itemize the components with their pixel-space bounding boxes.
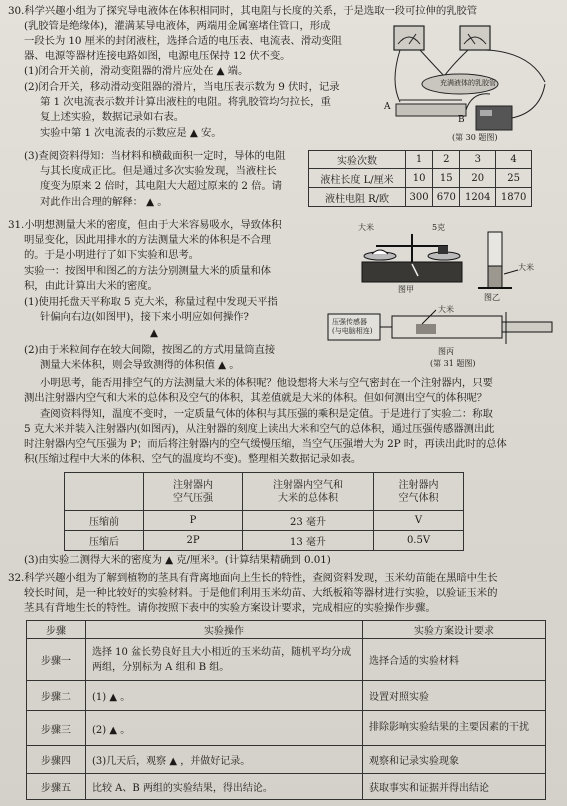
pressure-sensor-label: 压强传感器 (与电脑相连)	[332, 318, 373, 335]
q32-steps-table	[26, 620, 546, 800]
table-cell: 15	[433, 169, 460, 188]
table-header: 注射器内空气和 大米的总体积	[243, 473, 374, 511]
table-cell: 20	[460, 169, 496, 188]
table-header: 步骤	[27, 621, 86, 639]
tube-label: 充满液体的乳胶管	[440, 79, 496, 87]
table-cell: 10	[406, 169, 433, 188]
cylinder-figure	[474, 226, 554, 302]
circuit-figure	[380, 22, 558, 142]
q32-line-2: 较长时间，是一种比较好的实验材料。于是他们利用玉米幼苗、大纸板箱等器材进行实验，以验证玉米的	[24, 587, 498, 599]
table-header: 注射器内 空气压强	[144, 473, 243, 511]
q31-line-2: 明显变化，因此用排水的方法测量大米的体积是不合理	[24, 234, 271, 246]
table-cell: 步骤一	[27, 639, 86, 681]
q31-line-10: 测量大米体积，则会导致测得的体积值 ▲ 。	[40, 359, 240, 371]
table-cell: (1) ▲ 。	[86, 681, 363, 711]
balance-figure	[352, 218, 470, 294]
table-row	[309, 151, 532, 169]
q31-line-9: (2)由于米粒间存在较大间隙，按图乙的方式用量筒直接	[24, 344, 276, 356]
table-cell: 670	[433, 188, 460, 207]
table-cell: 步骤五	[27, 773, 86, 799]
q31-line-13: 查阅资料得知，温度不变时，一定质量气体的体积与其压强的乘积是定值。于是进行了实验二：称取	[40, 408, 493, 420]
table-row	[65, 511, 464, 531]
table-cell: 压缩前	[65, 511, 144, 531]
table-header: 实验方案设计要求	[363, 621, 546, 639]
table-header: 注射器内 空气体积	[374, 473, 464, 511]
table-cell: (3)几天后，观察 ▲ ，并做好记录。	[86, 745, 363, 773]
table-cell: 选择合适的实验材料	[363, 639, 546, 681]
table-cell: 13 毫升	[243, 531, 374, 551]
table-header: 4	[496, 151, 532, 169]
q30-line-10: (3)查阅资料得知：当材料和横截面积一定时，导体的电阻	[24, 150, 286, 162]
table-header: 3	[460, 151, 496, 169]
table-header	[65, 473, 144, 511]
table-row	[27, 621, 546, 639]
q30-line-7: 第 1 次电流表示数并计算出液柱的电阻。将乳胶管均匀拉长，重	[40, 96, 331, 108]
table-row	[65, 473, 464, 511]
table-cell: 1204	[460, 188, 496, 207]
point-b-label: B	[458, 115, 465, 125]
table-row	[27, 773, 546, 799]
table-cell: 排除影响实验结果的主要因素的干扰	[363, 711, 546, 745]
q30-data-table	[308, 150, 532, 207]
q30-line-11: 与其长度成正比。但是通过多次实验发现，当液柱长	[40, 165, 277, 177]
table-cell: 设置对照实验	[363, 681, 546, 711]
q31-line-14: 5 克大米并装入注射器内(如图丙)，从注射器的刻度上读出大米和空气的总体积，通过压强传感器测出此	[24, 423, 495, 435]
q31-line-12: 测出注射器内空气和大米的总体积及空气的体积，其差值就是大米的体积。但如何测出空气的体积呢？	[24, 392, 488, 404]
q30-line-3: 一段长为 10 厘米的封闭液柱，选择合适的电压表、电流表、滑动变阻	[24, 35, 342, 47]
table-header: 2	[433, 151, 460, 169]
rice-label-bing: 大米	[438, 305, 454, 314]
q31-figure-caption: (第 31 题图)	[430, 359, 476, 368]
table-row	[27, 681, 546, 711]
q31-part-3: (3)由实验二测得大米的密度为 ▲ 克/厘米³。(计算结果精确到 0.01)	[24, 554, 331, 566]
q31-line-11: 小明思考，能否用排空气的方法测量大米的体积呢？他设想将大米与空气密封在一个注射器内，只要	[40, 377, 493, 389]
table-header: 1	[406, 151, 433, 169]
q31-line-5: 积，由此计算出大米的密度。	[24, 280, 158, 292]
table-row	[27, 745, 546, 773]
table-cell: 液柱长度 L/厘米	[309, 169, 406, 188]
q31-line-4: 实验一：按图甲和图乙的方法分别测量大米的质量和体	[24, 265, 271, 277]
q31-line-15: 时注射器内空气压强为 P；而后将注射器内的空气缓慢压缩，当空气压强增大为 2P 时，再读出此时的总体	[24, 438, 507, 450]
q30-line-1: 30.科学兴趣小组为了探究导电液体在体积相同时，其电阻与长度的关系，于是选取一段可拉伸的乳胶管	[8, 5, 478, 17]
table-row	[309, 188, 532, 207]
table-cell: 选择 10 盆长势良好且大小相近的玉米幼苗，随机平均分成两组，分别标为 A 组和 B 组。	[86, 639, 363, 681]
cylinder-diagram	[474, 226, 554, 302]
table-cell: V	[374, 511, 464, 531]
q30-line-12: 度变为原来 2 倍时，其电阻大大超过原来的 2 倍。请	[40, 180, 282, 192]
table-row	[65, 531, 464, 551]
q31-line-16: 积(压缩过程中大米的体积、空气的温度均不变)。整理相关数据记录如表。	[24, 453, 362, 465]
table-cell: 0.5V	[374, 531, 464, 551]
table-row	[309, 169, 532, 188]
figure-jia-label: 图甲	[398, 285, 414, 294]
rice-label-yi: 大米	[518, 263, 534, 272]
q30-line-4: 器、电源等器材连接电路如图，电源电压保持 12 伏不变。	[24, 50, 291, 62]
q31-line-6: (1)使用托盘天平称取 5 克大米，称量过程中发现天平指	[24, 296, 278, 308]
q30-line-5: (1)闭合开关前，滑动变阻器的滑片应处在 ▲ 端。	[24, 65, 249, 77]
q31-line-8: ▲	[150, 327, 158, 339]
table-cell: 2P	[144, 531, 243, 551]
table-cell: 观察和记录实验现象	[363, 745, 546, 773]
table-cell: 25	[496, 169, 532, 188]
figure-yi-label: 图乙	[484, 293, 500, 302]
syringe-figure	[326, 304, 558, 370]
table-cell: 步骤二	[27, 681, 86, 711]
rice-label-jia: 大米	[358, 223, 374, 232]
q31-line-1: 31.小明想测量大米的密度，但由于大米容易吸水，导致体积	[8, 219, 282, 231]
q30-line-6: (2)闭合开关，移动滑动变阻器的滑片，当电压表示数为 9 伏时，记录	[24, 81, 340, 93]
q30-figure-caption: (第 30 题图)	[452, 133, 498, 142]
table-cell: 步骤四	[27, 745, 86, 773]
table-row	[27, 711, 546, 745]
q31-line-3: 的。于是小明进行了如下实验和思考。	[24, 249, 199, 261]
table-cell: (2) ▲ 。	[86, 711, 363, 745]
table-cell: 步骤三	[27, 711, 86, 745]
table-cell: P	[144, 511, 243, 531]
table-row	[27, 639, 546, 681]
q30-line-13: 对此作出合理的解释： ▲ 。	[40, 196, 168, 208]
table-cell: 300	[406, 188, 433, 207]
q32-line-1: 32.科学兴趣小组为了解到植物的茎具有背离地面向上生长的特性，查阅资料发现，玉米幼苗能在黑暗中生长	[8, 572, 498, 584]
q30-line-9: 实验中第 1 次电流表的示数应是 ▲ 安。	[40, 127, 222, 139]
q32-line-3: 茎具有背地生长的特性。请你按照下表中的实验方案设计要求，完成相应的实验操作步骤。	[24, 602, 436, 614]
table-header: 实验次数	[309, 151, 406, 169]
table-cell: 比较 A、B 两组的实验结果，得出结论。	[86, 773, 363, 799]
q31-data-table	[64, 472, 464, 551]
weight-label: 5克	[432, 223, 446, 232]
table-header: 实验操作	[86, 621, 363, 639]
q31-line-7: 针偏向右边(如图甲)，接下来小明应如何操作?	[40, 311, 249, 323]
table-cell: 1870	[496, 188, 532, 207]
q30-line-2: (乳胶管是绝缘体)，灌满某导电液体，两端用金属塞堵住管口，形成	[24, 20, 331, 32]
q30-line-8: 复上述实验，数据记录如右表。	[40, 111, 185, 123]
figure-bing-label: 图丙	[438, 347, 454, 356]
point-a-label: A	[384, 102, 391, 112]
table-cell: 23 毫升	[243, 511, 374, 531]
table-cell: 液柱电阻 R/欧	[309, 188, 406, 207]
table-cell: 获取事实和证据并得出结论	[363, 773, 546, 799]
table-cell: 压缩后	[65, 531, 144, 551]
